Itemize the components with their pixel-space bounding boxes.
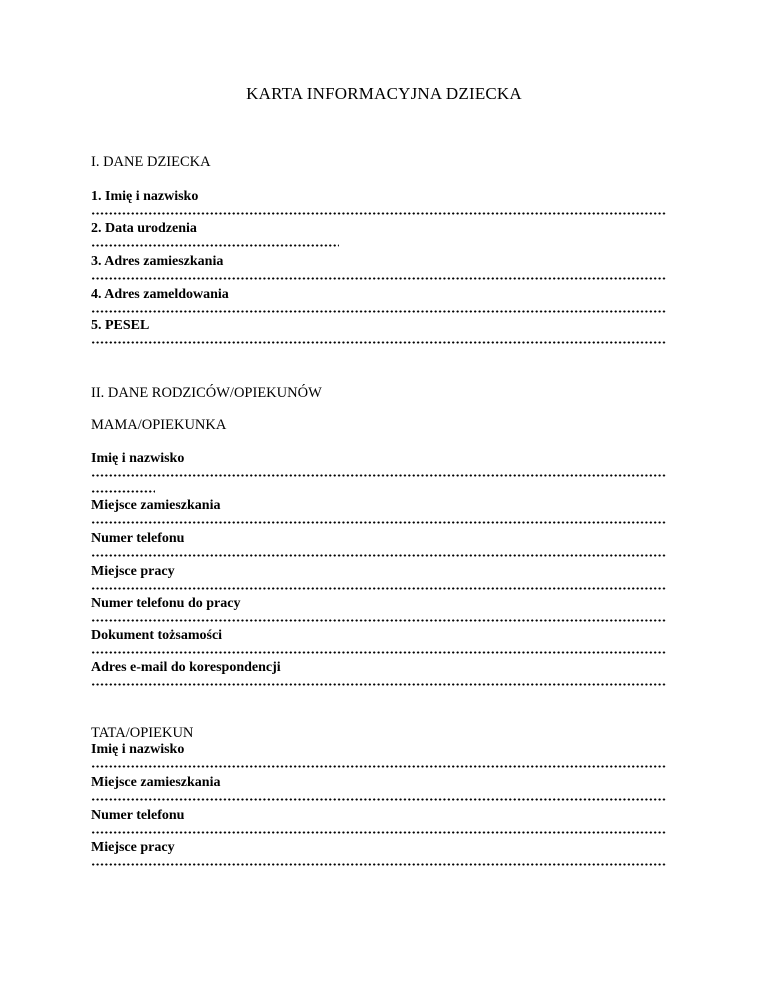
- fill-line-pesel[interactable]: [91, 335, 667, 349]
- fill-line-father-workplace[interactable]: [91, 857, 667, 871]
- fill-line-mother-residence[interactable]: [91, 515, 667, 529]
- mother-label-work-phone: Numer telefonu do pracy: [91, 596, 241, 611]
- fill-line-father-name[interactable]: [91, 759, 667, 773]
- mother-label-residence: Miejsce zamieszkania: [91, 498, 221, 513]
- fill-line-mother-name-continued[interactable]: [91, 484, 155, 498]
- fill-line-residence-address[interactable]: [91, 271, 667, 285]
- father-heading: TATA/OPIEKUN: [91, 725, 194, 741]
- fill-line-child-name[interactable]: [91, 206, 667, 220]
- father-label-phone: Numer telefonu: [91, 808, 185, 823]
- document-title: KARTA INFORMACYJNA DZIECKA: [246, 84, 522, 103]
- field-label-registered-address: 4. Adres zameldowania: [91, 287, 229, 302]
- field-label-child-name: 1. Imię i nazwisko: [91, 189, 199, 204]
- fill-line-mother-id-document[interactable]: [91, 645, 667, 659]
- field-label-residence-address: 3. Adres zamieszkania: [91, 254, 224, 269]
- father-label-name: Imię i nazwisko: [91, 742, 185, 757]
- section-parents-heading: II. DANE RODZICÓW/OPIEKUNÓW: [91, 385, 322, 401]
- fill-line-birth-date[interactable]: [91, 238, 339, 252]
- fill-line-mother-email[interactable]: [91, 677, 667, 691]
- fill-line-mother-name[interactable]: [91, 468, 667, 482]
- fill-line-mother-phone[interactable]: [91, 548, 667, 562]
- fill-line-mother-workplace[interactable]: [91, 581, 667, 595]
- mother-label-phone: Numer telefonu: [91, 531, 185, 546]
- mother-label-name: Imię i nazwisko: [91, 451, 185, 466]
- field-label-birth-date: 2. Data urodzenia: [91, 221, 197, 236]
- fill-line-registered-address[interactable]: [91, 304, 667, 318]
- mother-label-id-document: Dokument tożsamości: [91, 628, 223, 643]
- fill-line-mother-work-phone[interactable]: [91, 613, 667, 627]
- fill-line-father-phone[interactable]: [91, 825, 667, 839]
- field-label-pesel: 5. PESEL: [91, 318, 150, 333]
- mother-label-workplace: Miejsce pracy: [91, 564, 175, 579]
- mother-heading: MAMA/OPIEKUNKA: [91, 417, 227, 433]
- mother-label-email: Adres e-mail do korespondencji: [91, 660, 281, 675]
- father-label-residence: Miejsce zamieszkania: [91, 775, 221, 790]
- section-child-heading: I. DANE DZIECKA: [91, 154, 211, 170]
- father-label-workplace: Miejsce pracy: [91, 840, 175, 855]
- fill-line-father-residence[interactable]: [91, 792, 667, 806]
